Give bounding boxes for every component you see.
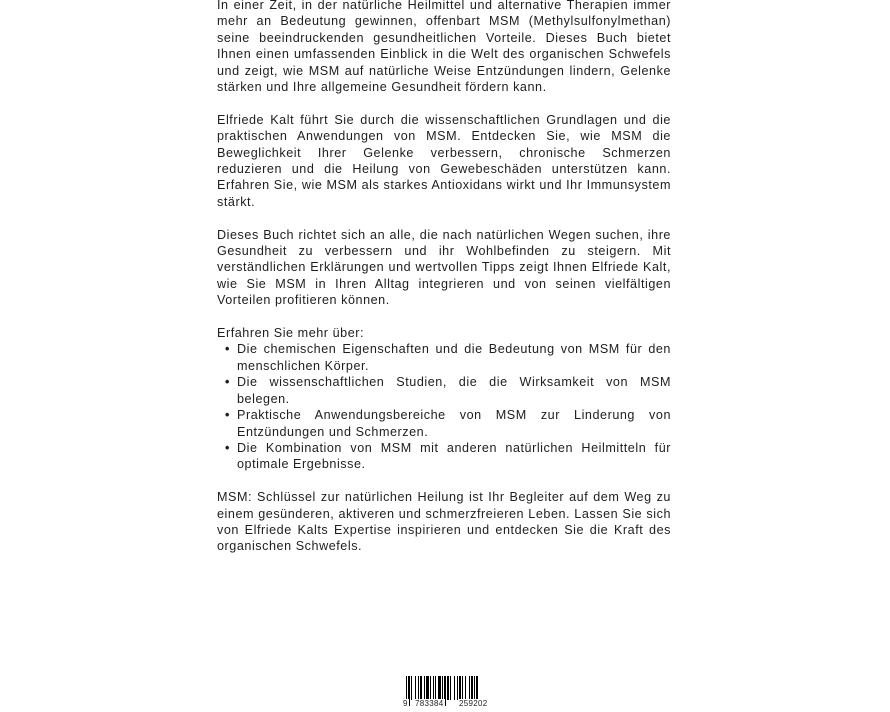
topic-list	[217, 341, 671, 472]
barcode-bar	[424, 676, 425, 700]
barcode-bar	[411, 676, 412, 700]
barcode-bar	[420, 676, 422, 700]
barcode-bar	[415, 676, 416, 700]
list-item	[225, 407, 671, 440]
list-item	[225, 341, 671, 374]
barcode-bar	[457, 676, 458, 700]
bullet-icon: •	[225, 440, 230, 455]
barcode-bar	[438, 676, 441, 700]
bullet-icon: •	[225, 408, 230, 423]
barcode-bar	[469, 676, 470, 700]
bullet-icon: •	[225, 342, 230, 357]
barcode-bar	[433, 676, 434, 700]
barcode-bar	[426, 676, 429, 700]
author-paragraph: Elfriede Kalt führt Sie durch die wissenschaftlichen Grundlagen und die praktischen Anwendungen von MSM. Entdecken Sie, wie MSM die Beweglichkeit Ihrer Gelenke verbessern, chronische Schmerzen reduzieren und die Heilung von Gewebeschäden unterstützen kann. Erfahren Sie, wie MSM als starkes Antioxidans wirkt und Ihr Immunsystem stärkt.	[217, 112, 671, 209]
isbn-first-digit: 9	[403, 699, 408, 708]
barcode-bar	[450, 676, 451, 700]
list-item	[225, 440, 671, 473]
list-item-text: Die Kombination von MSM mit anderen natürlichen Heilmitteln für optimale Ergebnisse.	[237, 440, 671, 472]
barcode-bar	[474, 676, 475, 700]
isbn-left-digits: 783384	[415, 699, 444, 708]
isbn-right-digits: 259202	[459, 699, 488, 708]
barcode-bar	[430, 676, 431, 700]
list-item-text: Die wissenschaftlichen Studien, die die Wirksamkeit von MSM belegen.	[237, 375, 671, 406]
barcode-bar	[465, 676, 466, 700]
audience-paragraph: Dieses Buch richtet sich an alle, die nach natürlichen Wegen suchen, ihre Gesundheit zu verbessern und ihr Wohlbefinden zu steigern. Mit verständlichen Erklärungen und wertvollen Tipps zeigt Ihnen Elfriede Kalt, wie Sie MSM in Ihren Alltag integrieren und von seinen vielfältigen Vorteilen profitieren können.	[217, 227, 671, 308]
barcode-bar	[462, 676, 463, 700]
bullet-icon: •	[225, 375, 230, 390]
barcode-bar	[459, 676, 461, 700]
back-cover-text	[217, 0, 671, 571]
list-item-text: Die chemischen Eigenschaften und die Bedeutung von MSM für den menschlichen Körper.	[237, 342, 671, 373]
list-item	[225, 374, 671, 407]
intro-paragraph: In einer Zeit, in der natürliche Heilmittel und alternative Therapien immer mehr an Bedeutung gewinnen, offenbart MSM (Methylsulfonylmethan) seine beeindruckenden gesundheitlichen Vorteile. Dieses Buch bietet Ihnen einen umfassenden Einblick in die Welt des organischen Schwefels und zeigt, wie MSM auf natürliche Weise Entzündungen lindern, Gelenke stärken und Ihre allgemeine Gesundheit fördern kann.	[217, 0, 671, 95]
barcode-bar	[418, 676, 419, 700]
list-item-text: Praktische Anwendungsbereiche von MSM zur Linderung von Entzündungen und Schmerzen.	[237, 408, 671, 439]
barcode-bar	[471, 676, 473, 700]
list-heading: Erfahren Sie mehr über:	[217, 326, 365, 341]
barcode-bar	[435, 676, 436, 700]
barcode-bar	[454, 676, 455, 700]
closing-paragraph: MSM: Schlüssel zur natürlichen Heilung ist Ihr Begleiter auf dem Weg zu einem gesünderen, aktiveren und schmerzfreieren Leben. Lassen Sie sich von Elfriede Kalts Expertise inspirieren und entdecken Sie die Kraft des organischen Schwefels.	[217, 490, 671, 554]
barcode-bar	[447, 676, 449, 700]
